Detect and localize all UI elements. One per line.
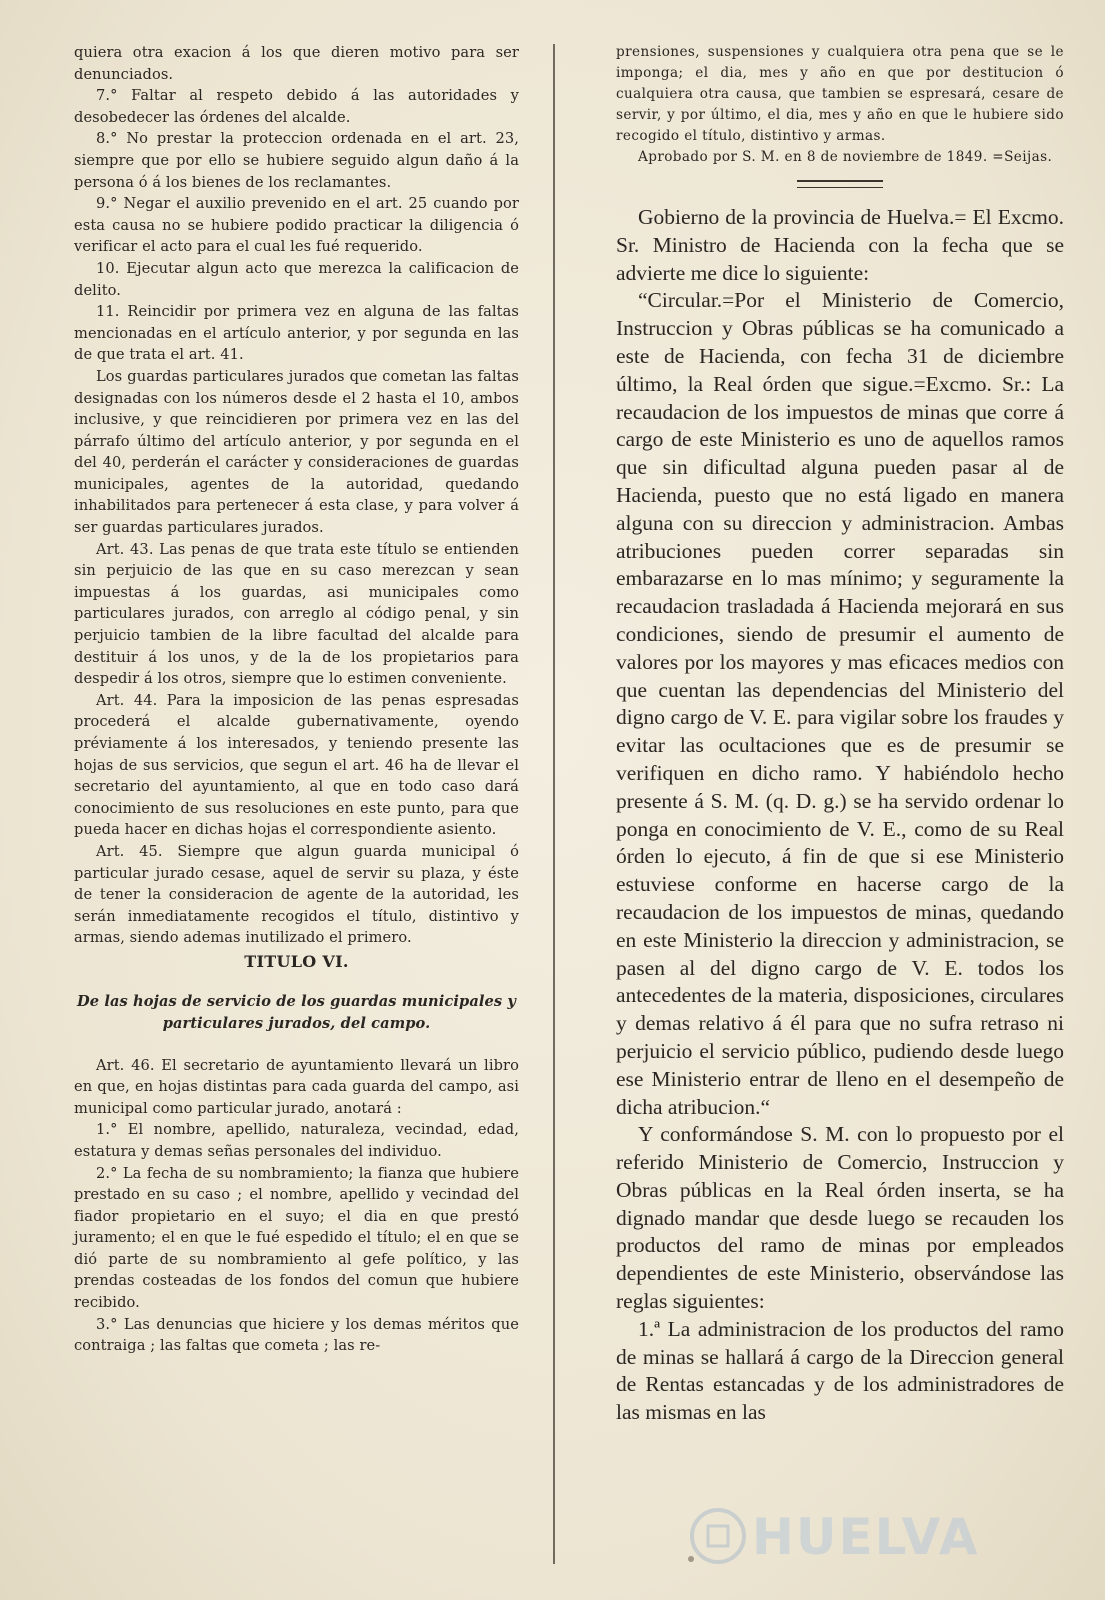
paragraph: quiera otra exacion á los que dieren motivo para ser denunciados. <box>74 44 519 83</box>
paragraph: 1.° El nombre, apellido, naturaleza, vecindad, edad, estatura y demas señas personales del individuo. <box>74 1121 519 1160</box>
paragraph: prensiones, suspensiones y cualquiera otra pena que se le imponga; el dia, mes y año en que por destitucion ó cualquiera otra causa, que tambien se espresará, cesare de servir, y por último, el dia, mes y año en que le hubiere sido recogido el título, distintivo y armas. <box>616 44 1064 144</box>
paragraph: 7.° Faltar al respeto debido á las autoridades y desobedecer las órdenes del alcalde. <box>74 87 519 126</box>
continued-text <box>616 42 1064 168</box>
article-45: Art. 45. Siempre que algun guarda municipal ó particular jurado cesase, aquel de servir su plaza, y éste de tener la consideracion de agente de la autoridad, les serán inmediatamente recogidos el título, distintivo y armas, siendo ademas inutilizado el primero. <box>74 842 519 947</box>
section-title: TITULO VI. <box>244 951 349 971</box>
paragraph: 8.° No prestar la proteccion ordenada en el art. 23, siempre que por ello se hubiere seguido algun daño á la persona ó á los bienes de los reclamantes. <box>74 130 519 191</box>
paragraph: Y conformándose S. M. con lo propuesto por el referido Ministerio de Comercio, Instruccion y Obras públicas en la Real órden inserta, se ha dignado mandar que desde luego se recauden los productos del ramo de minas por empleados dependientes de este Ministerio, observándose las reglas siguientes: <box>616 1122 1064 1314</box>
archive-seal-icon <box>688 1506 748 1566</box>
section-separator <box>797 180 883 188</box>
article-43: Art. 43. Las penas de que trata este título se entienden sin perjuicio de las que en su caso merezcan y sean impuestas á los guardas, asi municipales como particulares jurados, con arreglo al código penal, y sin perjuicio tambien de la libre facultad del alcalde para destituir á los unos, y de la de los propietarios para despedir á los otros, siempre que lo estimen conveniente. <box>74 540 519 688</box>
approval-note: Aprobado por S. M. en 8 de noviembre de 1849. =Seijas. <box>638 149 1053 165</box>
paragraph: 9.° Negar el auxilio prevenido en el art. 25 cuando por esta causa no se hubiere podido practicar la diligencia ó verificar el acto para el cual les fué requerido. <box>74 195 519 256</box>
paragraph: 3.° Las denuncias que hiciere y los demas méritos que contraiga ; las faltas que cometa ; las re- <box>74 1315 519 1355</box>
paragraph: Los guardas particulares jurados que cometan las faltas designadas con los números desde el 2 hasta el 10, ambos inclusive, y que reincidieren por primera vez en las del párrafo último del artículo anterior, y por segunda en el del 40, perderán el carácter y consideraciones de guardas municipales, agentes de la autoridad, quedando inhabilitados para pertenecer á esta clase, y para volver á ser guardas particulares jurados. <box>74 367 519 537</box>
section-subtitle: De las hojas de servicio de los guardas municipales y particulares jurados, del campo. <box>77 992 516 1032</box>
article-44: Art. 44. Para la imposicion de las penas espresadas procederá el alcalde gubernativamente, oyendo préviamente á los interesados, y teniendo presente las hojas de sus servicios, que segun el art. 46 ha de llevar el secretario del ayuntamiento, al que en todo caso dará conocimiento de sus resoluciones en este punto, para que pueda hacer en dichas hojas el correspondiente asiento. <box>74 691 519 839</box>
watermark: HUELVA <box>752 1508 980 1566</box>
column-divider <box>553 44 555 1564</box>
paragraph: Gobierno de la provincia de Huelva.= El Excmo. Sr. Ministro de Hacienda con la fecha que se advierte me dice lo siguiente: <box>616 205 1064 285</box>
paragraph: “Circular.=Por el Ministerio de Comercio, Instruccion y Obras públicas se ha comunicado a este de Hacienda, con fecha 31 de diciembre último, la Real órden que sigue.=Excmo. Sr.: La recaudacion de los impuestos de minas que corre á cargo de este Ministerio es uno de aquellos ramos que sin dificultad alguna pueden pasar al de Hacienda, puesto que no está ligado en manera alguna con su direccion y administracion. Ambas atribuciones pueden correr separadas sin embarazarse en lo mas mínimo; y seguramente la recaudacion trasladada á Hacienda mejorará en sus condiciones, siendo de presumir el aumento de valores por los mayores y mas eficaces medios con que cuentan las dependencias del Ministerio del digno cargo de V. E. para vigilar sobre los fraudes y evitar las ocultaciones que es de presumir se verifiquen en dicho ramo. Y habiéndolo hecho presente á S. M. (q. D. g.) se ha servido ordenar lo ponga en conocimiento de V. E., como de su Real órden lo ejecuto, á fin de que si ese Ministerio estuviese conforme en hacerse cargo de la recaudacion de los impuestos de minas, quedando en este Ministerio la direccion y administracion, se pasen al del digno cargo de V. E. todos los antecedentes de la materia, disposiciones, circulares y demas relativo á él para que no sufra retraso ni perjuicio el servicio público, pudiendo desde luego ese Ministerio entrar de lleno en el desempeño de dicha atribucion.“ <box>616 288 1064 1119</box>
paragraph: 1.ª La administracion de los productos del ramo de minas se hallará á cargo de la Direccion general de Rentas estancadas y de los administradores de las mismas en las <box>616 1316 1064 1425</box>
right-column <box>616 42 1064 1427</box>
ink-spot <box>688 1556 694 1562</box>
article-46: Art. 46. El secretario de ayuntamiento llevará un libro en que, en hojas distintas para cada guarda del campo, asi municipal como particular jurado, anotará : <box>74 1056 519 1117</box>
left-column <box>74 42 519 1357</box>
paragraph: 2.° La fecha de su nombramiento; la fianza que hubiere prestado en su caso ; el nombre, apellido y vecindad del fiador propietario en el suyo; el dia en que prestó juramento; el en que le fué espedido el título; el en que se dió parte de su nombramiento al gefe político, y las prendas costeadas de los fondos del comun que hubiere recibido. <box>74 1164 519 1312</box>
circular-text <box>616 204 1064 1427</box>
paragraph: 11. Reincidir por primera vez en alguna de las faltas mencionadas en el artículo anterior, y por segunda en las de que trata el art. 41. <box>74 303 519 364</box>
paragraph: 10. Ejecutar algun acto que merezca la calificacion de delito. <box>74 259 519 299</box>
